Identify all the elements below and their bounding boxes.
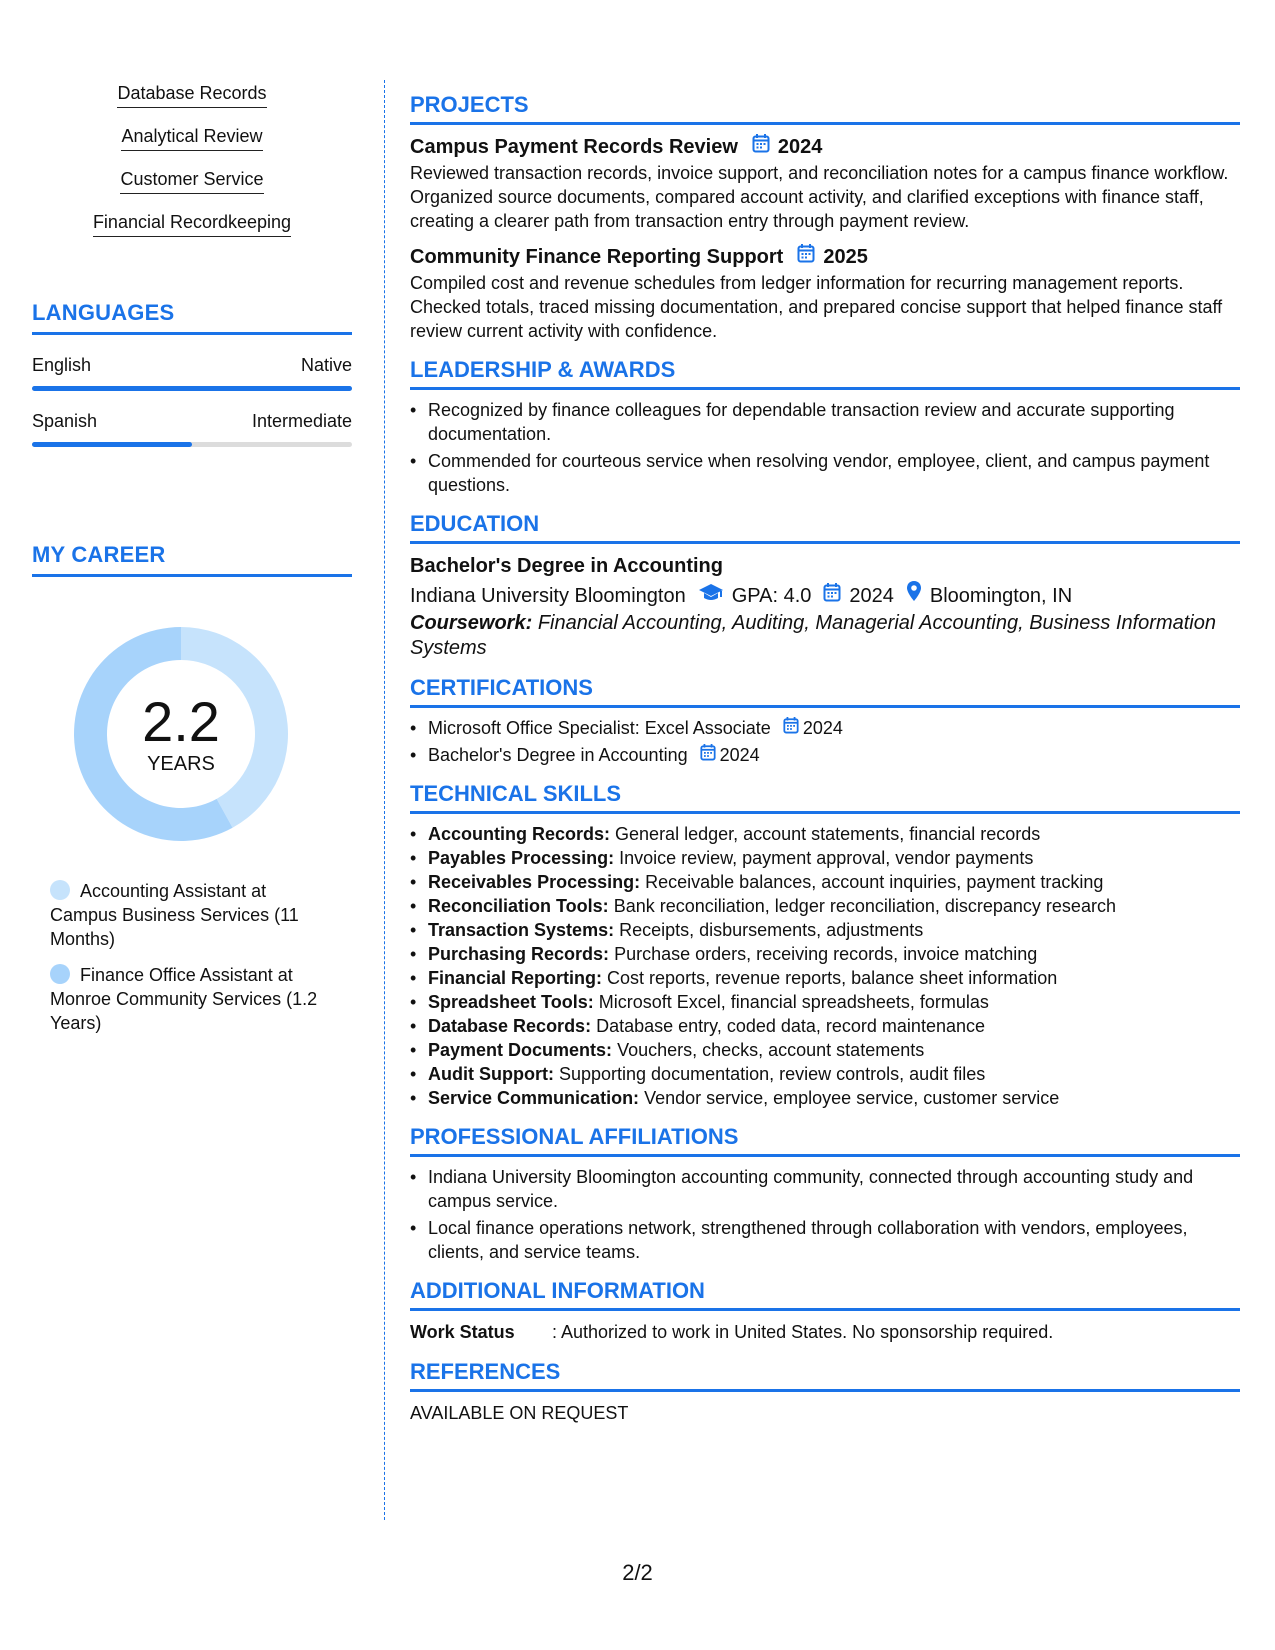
career-legend-text: Finance Office Assistant at Monroe Community Services (1.2 Years)	[50, 965, 318, 1033]
project-title: Campus Payment Records Review	[410, 136, 738, 158]
section-heading: ADDITIONAL INFORMATION	[410, 1278, 1240, 1311]
technical-skills-list	[410, 822, 1240, 1110]
calendar-icon	[771, 716, 803, 740]
graduation-cap-icon	[686, 581, 732, 611]
list-item	[410, 1038, 1240, 1062]
education-location: Bloomington, IN	[929, 584, 1073, 607]
career-donut-chart	[66, 619, 296, 849]
skill-text: Invoice review, payment approval, vendor payments	[619, 848, 1034, 868]
list-item: • Local finance operations network, strengthened through collaboration with vendors, employees, clients, and service teams.	[410, 1216, 1240, 1264]
skill-label: Accounting Records:	[428, 824, 611, 844]
projects-section	[410, 92, 1240, 343]
skill-tag: Analytical Review	[121, 123, 262, 151]
education-degree: Bachelor's Degree in Accounting	[410, 555, 723, 577]
skill-text: Vouchers, checks, account statements	[617, 1040, 925, 1060]
references-section	[410, 1359, 1240, 1426]
career-total-value: 2.2	[142, 689, 220, 753]
project-item	[410, 243, 1240, 343]
skill-label: Transaction Systems:	[428, 920, 615, 940]
section-heading: EDUCATION	[410, 511, 1240, 544]
list-item	[410, 990, 1240, 1014]
education-year: 2024	[849, 584, 894, 607]
list-item	[410, 846, 1240, 870]
certification-name: • Microsoft Office Specialist: Excel Associate	[428, 718, 771, 738]
skill-text: Purchase orders, receiving records, invoice matching	[614, 944, 1038, 964]
list-item: • Indiana University Bloomington accounting community, connected through accounting study and campus service.	[410, 1165, 1240, 1213]
skill-label: Receivables Processing:	[428, 872, 641, 892]
career-legend	[32, 879, 352, 1035]
education-gpa: GPA: 4.0	[731, 584, 812, 607]
list-item: • Recognized by finance colleagues for dependable transaction review and accurate supporting documentation.	[410, 398, 1240, 446]
list-item	[410, 1062, 1240, 1086]
career-heading: MY CAREER	[32, 542, 352, 577]
list-item	[410, 743, 1240, 767]
list-item	[410, 716, 1240, 740]
skill-text: Vendor service, employee service, customer service	[644, 1088, 1060, 1108]
certifications-section	[410, 675, 1240, 767]
list-item	[410, 1014, 1240, 1038]
language-level: Native	[300, 355, 352, 375]
affiliations-section	[410, 1124, 1240, 1264]
skill-label: Reconciliation Tools:	[428, 896, 609, 916]
skill-label: Database Records:	[428, 1016, 592, 1036]
section-heading: LEADERSHIP & AWARDS	[410, 357, 1240, 390]
career-legend-item	[50, 963, 320, 1035]
skill-text: Bank reconciliation, ledger reconciliation, discrepancy research	[613, 896, 1116, 916]
language-proficiency-fill	[32, 386, 352, 391]
skill-label: Audit Support:	[428, 1064, 554, 1084]
calendar-icon	[811, 581, 849, 611]
skill-label: Service Communication:	[428, 1088, 640, 1108]
skill-text: Receipts, disbursements, adjustments	[619, 920, 924, 940]
section-heading: TECHNICAL SKILLS	[410, 781, 1240, 814]
skill-text: Database entry, coded data, record maintenance	[596, 1016, 986, 1036]
certification-name: • Bachelor's Degree in Accounting	[428, 745, 688, 765]
career-total-unit: YEARS	[147, 752, 215, 775]
skill-tag: Customer Service	[120, 166, 263, 194]
references-text: AVAILABLE ON REQUEST	[410, 1403, 629, 1423]
page-number: 2/2	[622, 1560, 653, 1585]
project-item	[410, 133, 1240, 233]
languages-section	[32, 300, 352, 447]
affiliations-list	[410, 1165, 1240, 1264]
coursework-label: Coursework:	[410, 612, 533, 634]
skill-text: Cost reports, revenue reports, balance sheet information	[607, 968, 1058, 988]
certification-year: 2024	[802, 718, 843, 738]
list-item	[410, 942, 1240, 966]
leadership-section	[410, 357, 1240, 497]
language-proficiency-bar	[32, 386, 352, 391]
skill-label: Financial Reporting:	[428, 968, 603, 988]
calendar-icon	[688, 743, 720, 767]
list-item	[410, 870, 1240, 894]
career-legend-text: Accounting Assistant at Campus Business Services (11 Months)	[50, 881, 299, 949]
legend-dot-icon	[50, 880, 70, 900]
project-year: 2025	[823, 246, 868, 268]
certification-year: 2024	[719, 745, 760, 765]
language-proficiency-fill	[32, 442, 192, 447]
skill-label: Purchasing Records:	[428, 944, 610, 964]
list-item	[410, 894, 1240, 918]
skill-text: General ledger, account statements, financial records	[615, 824, 1041, 844]
skill-text: Receivable balances, account inquiries, payment tracking	[645, 872, 1104, 892]
education-school: Indiana University Bloomington	[410, 584, 686, 607]
skill-text: Supporting documentation, review controls, audit files	[558, 1064, 986, 1084]
location-pin-icon	[894, 580, 930, 611]
section-heading: PROFESSIONAL AFFILIATIONS	[410, 1124, 1240, 1157]
education-coursework	[410, 611, 1240, 661]
list-item	[410, 966, 1240, 990]
calendar-icon	[752, 133, 770, 161]
work-status-label: Work Status	[410, 1322, 515, 1342]
list-item	[410, 1086, 1240, 1110]
languages-heading: LANGUAGES	[32, 300, 352, 335]
project-description: Reviewed transaction records, invoice support, and reconciliation notes for a campus finance workflow. Organized source documents, compared account activity, and clarified exceptions with finance staff, creating a clearer path from transaction entry through payment review.	[410, 163, 1229, 231]
leadership-list	[410, 398, 1240, 497]
language-item	[32, 411, 352, 447]
calendar-icon	[797, 243, 815, 271]
coursework-text: Financial Accounting, Auditing, Managerial Accounting, Business Information Systems	[410, 612, 1216, 659]
skill-tag: Financial Recordkeeping	[93, 209, 291, 237]
column-divider	[384, 80, 385, 1520]
skill-text: Microsoft Excel, financial spreadsheets, formulas	[598, 992, 989, 1012]
section-heading: CERTIFICATIONS	[410, 675, 1240, 708]
career-section	[32, 542, 352, 1047]
list-item	[410, 918, 1240, 942]
section-heading: PROJECTS	[410, 92, 1240, 125]
skill-label: Payables Processing:	[428, 848, 615, 868]
project-description: Compiled cost and revenue schedules from ledger information for recurring management reports. Checked totals, traced missing documentation, and prepared concise support that helped finance staff review current activity with confidence.	[410, 273, 1223, 341]
language-name: English	[32, 355, 92, 375]
career-legend-item	[50, 879, 320, 951]
section-heading: REFERENCES	[410, 1359, 1240, 1392]
skill-label: Spreadsheet Tools:	[428, 992, 594, 1012]
project-year: 2024	[777, 136, 823, 158]
language-level: Intermediate	[251, 411, 352, 431]
work-status-value: : Authorized to work in United States. No sponsorship required.	[552, 1322, 1054, 1342]
language-item	[32, 355, 352, 391]
education-section	[410, 511, 1240, 661]
project-title: Community Finance Reporting Support	[410, 246, 784, 268]
technical-skills-section	[410, 781, 1240, 1110]
skill-tag: Database Records	[117, 80, 266, 108]
language-proficiency-bar	[32, 442, 352, 447]
skill-list	[32, 80, 352, 252]
sidebar	[32, 80, 352, 1033]
certifications-list	[410, 716, 1240, 767]
skill-label: Payment Documents:	[428, 1040, 613, 1060]
list-item: • Commended for courteous service when resolving vendor, employee, client, and campus payment questions.	[410, 449, 1240, 497]
list-item	[410, 822, 1240, 846]
legend-dot-icon	[50, 964, 70, 984]
additional-info-section	[410, 1278, 1240, 1345]
main-content	[410, 92, 1240, 1440]
language-name: Spanish	[32, 411, 98, 431]
